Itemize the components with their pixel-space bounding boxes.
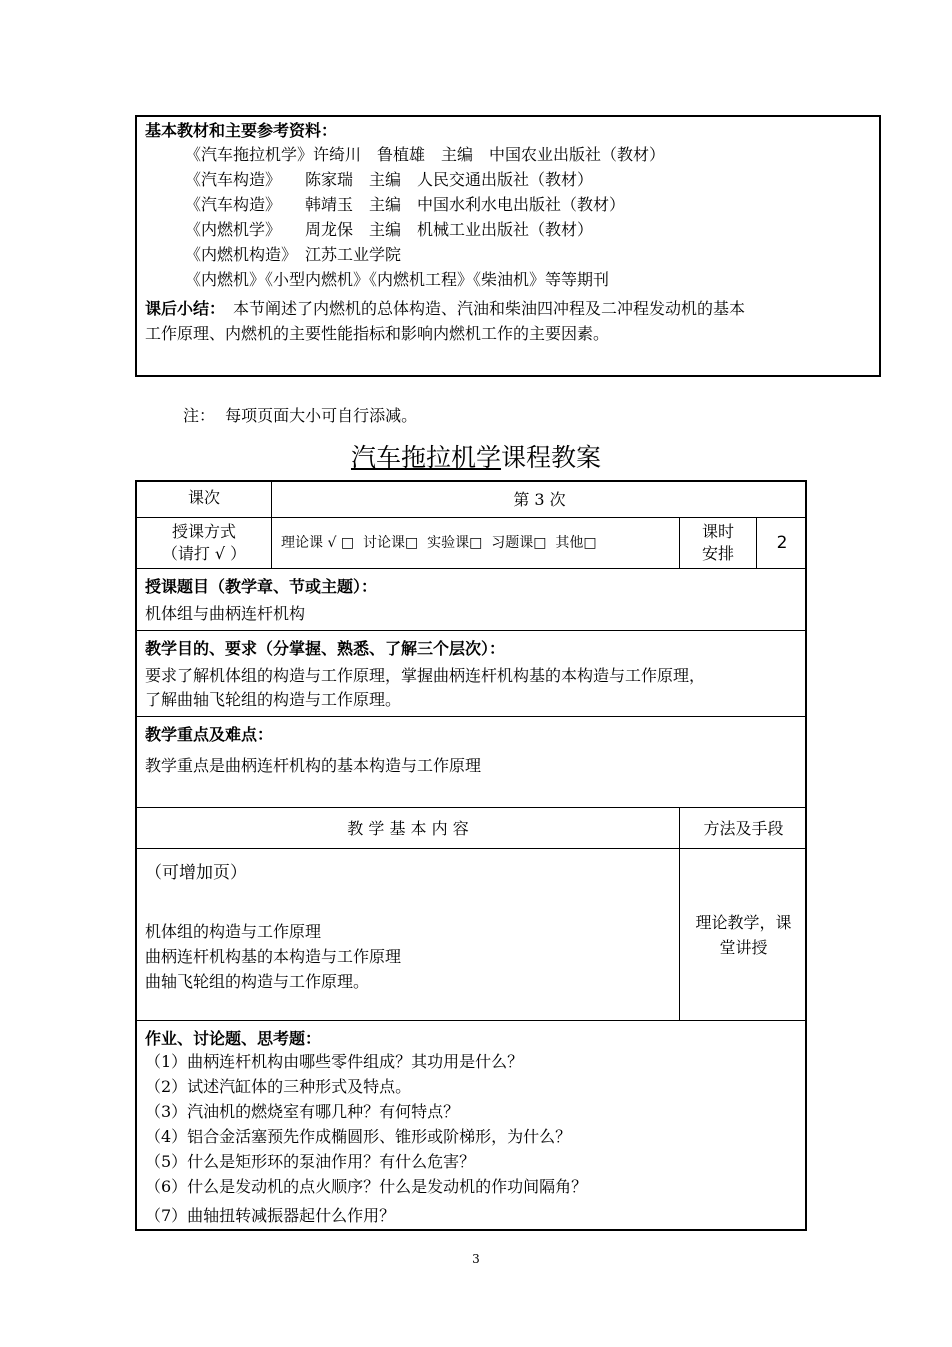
content-line: 曲轴飞轮组的构造与工作原理。 bbox=[145, 972, 370, 991]
lesson-label: 课次 bbox=[187, 488, 220, 507]
lesson-plan-table bbox=[135, 480, 807, 1231]
goal-line-2: 了解曲轴飞轮组的构造与工作原理。 bbox=[145, 690, 402, 709]
key-label: 教学重点及难点： bbox=[145, 725, 274, 744]
reference-line: 《汽车构造》 陈家瑞 主编 人民交通出版社（教材） bbox=[185, 170, 594, 189]
hours-value: 2 bbox=[776, 533, 788, 553]
homework-item: （5）什么是矩形环的泵油作用？有什么危害？ bbox=[145, 1152, 476, 1171]
content-line: 曲柄连杆机构基的本构造与工作原理 bbox=[145, 947, 402, 966]
summary-line-1 bbox=[145, 297, 745, 321]
content-note: （可增加页） bbox=[145, 863, 247, 883]
reference-line: 《内燃机学》 周龙保 主编 机械工业出版社（教材） bbox=[185, 220, 594, 239]
summary-text: 本节阐述了内燃机的总体构造、汽油和柴油四冲程及二冲程发动机的基本 bbox=[217, 299, 746, 318]
homework-label: 作业、讨论题、思考题： bbox=[145, 1029, 322, 1048]
homework-item: （6）什么是发动机的点火顺序？什么是发动机的作功间隔角？ bbox=[145, 1177, 588, 1196]
homework-item: （3）汽油机的燃烧室有哪几种？有何特点？ bbox=[145, 1102, 460, 1121]
content-header: 教 学 基 本 内 容 bbox=[347, 819, 469, 838]
method-header: 方法及手段 bbox=[703, 819, 784, 838]
key-value: 教学重点是曲柄连杆机构的基本构造与工作原理 bbox=[145, 756, 482, 775]
summary-line-2: 工作原理、内燃机的主要性能指标和影响内燃机工作的主要因素。 bbox=[145, 324, 610, 343]
title-course: 汽车拖拉机学 bbox=[350, 443, 501, 472]
mode-label-1: 授课方式 bbox=[171, 522, 236, 541]
page-title bbox=[0, 438, 952, 474]
references-box bbox=[135, 115, 881, 377]
topic-label: 授课题目（教学章、节或主题）： bbox=[145, 577, 378, 596]
hours-label-2: 安排 bbox=[701, 544, 734, 563]
topic-value: 机体组与曲柄连杆机构 bbox=[145, 604, 306, 623]
page-number: 3 bbox=[472, 1252, 480, 1266]
homework-item: （2）试述汽缸体的三种形式及特点。 bbox=[145, 1077, 412, 1096]
content-line: 机体组的构造与工作原理 bbox=[145, 922, 322, 941]
method-line-2: 堂讲授 bbox=[719, 938, 768, 957]
method-line-1: 理论教学，课 bbox=[695, 913, 792, 932]
homework-item: （4）铝合金活塞预先作成椭圆形、锥形或阶梯形，为什么？ bbox=[145, 1127, 572, 1146]
reference-line: 《汽车构造》 韩靖玉 主编 中国水利水电出版社（教材） bbox=[185, 195, 626, 214]
reference-line: 《内燃机》《小型内燃机》《内燃机工程》《柴油机》等等期刊 bbox=[185, 270, 610, 289]
summary-label: 课后小结： bbox=[145, 299, 218, 318]
lesson-value: 第 3 次 bbox=[513, 490, 566, 509]
reference-line: 《内燃机构造》 江苏工业学院 bbox=[185, 245, 402, 264]
note: 注： 每项页面大小可自行添减。 bbox=[183, 406, 418, 425]
references-heading: 基本教材和主要参考资料： bbox=[145, 121, 338, 140]
mode-options: 理论课 √ □ 讨论课□ 实验课□ 习题课□ 其他□ bbox=[281, 535, 597, 551]
mode-label-2: （请打 √ ） bbox=[161, 544, 247, 563]
reference-line: 《汽车拖拉机学》许绮川 鲁植雄 主编 中国农业出版社（教材） bbox=[185, 145, 666, 164]
homework-item: （1）曲柄连杆机构由哪些零件组成？其功用是什么？ bbox=[145, 1052, 524, 1071]
hours-label-1: 课时 bbox=[701, 522, 734, 541]
title-rest: 课程教案 bbox=[501, 443, 602, 472]
goal-label: 教学目的、要求（分掌握、熟悉、了解三个层次）： bbox=[145, 639, 506, 658]
homework-item: （7）曲轴扭转减振器起什么作用？ bbox=[145, 1206, 396, 1225]
goal-line-1: 要求了解机体组的构造与工作原理，掌握曲柄连杆机构基的本构造与工作原理， bbox=[145, 666, 706, 685]
